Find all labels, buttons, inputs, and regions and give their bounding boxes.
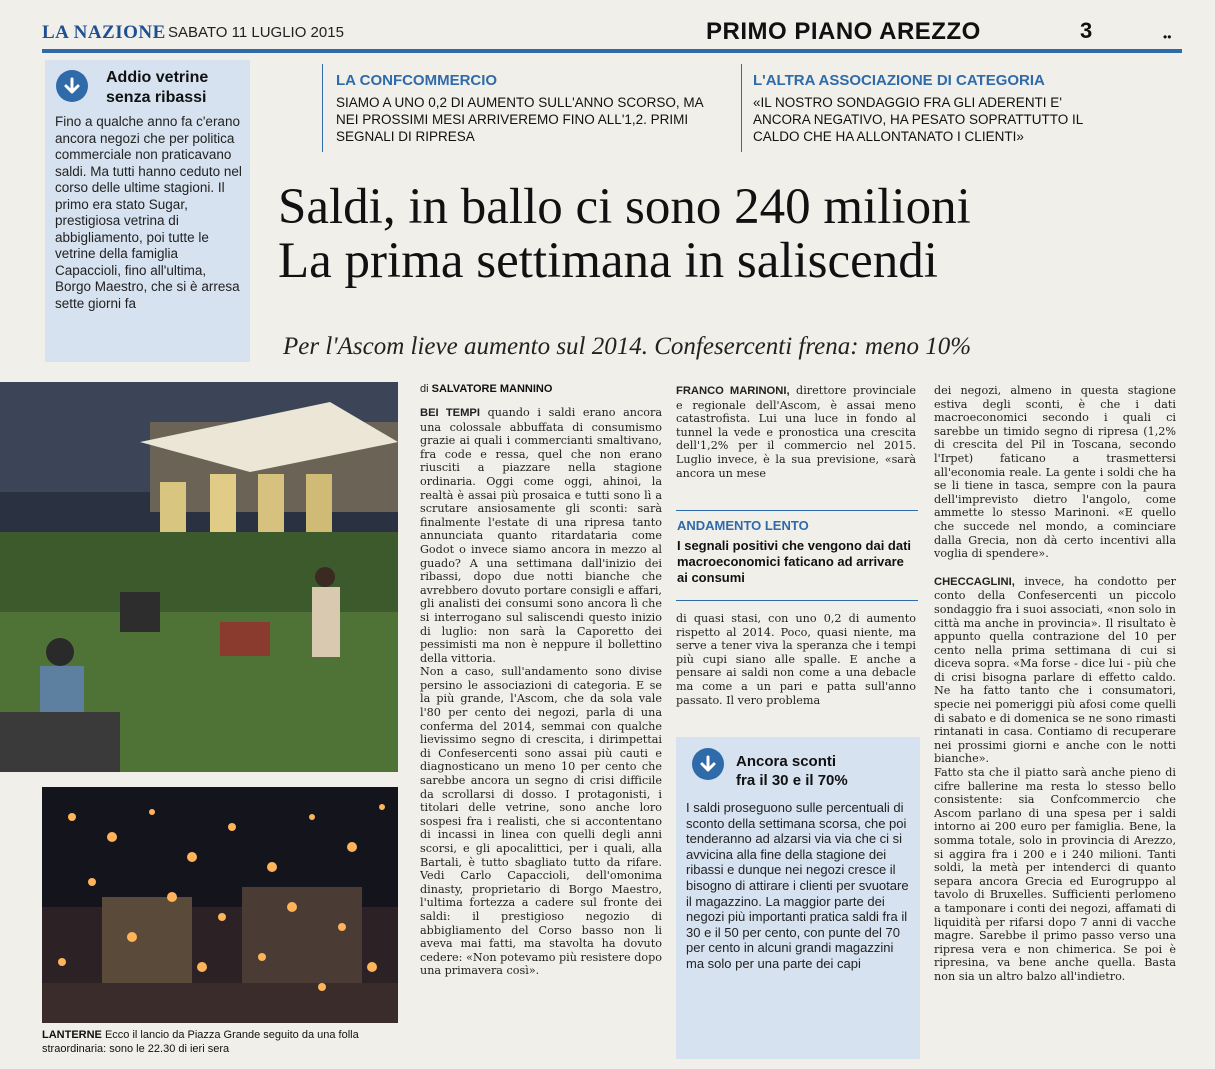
caption-text: Ecco il lancio da Piazza Grande seguito da una folla straordinaria: sono le 22.30 di ieri sera: [42, 1029, 359, 1055]
sidebar-bottom-title: [736, 752, 906, 790]
down-arrow-icon: [56, 70, 88, 102]
byline-author: SALVATORE MANNINO: [431, 383, 553, 395]
byline-prefix: di: [420, 383, 429, 395]
subheadline: Per l'Ascom lieve aumento sul 2014. Confesercenti frena: meno 10%: [283, 333, 972, 360]
col3-text3: Fatto sta che il piatto sarà anche pieno di cifre ballerine ma resta lo stesso bello consistente: sia Confcommercio che Ascom parlano di una spesa per i saldi intorno ai 200 euro per famiglia. Bene, la somma totale, solo in provincia di Arezzo, si aggira fra i 200 e i 240 milioni. Tanti soldi, la metà per intenderci di quanto separa ancora Grecia ed Eurogruppo al tavolo di Bruxelles. Sufficienti perlomeno a tamponare i conti dei negozi, affamati di liquidità per rifarsi dopo 7 anni di vacche magre. Sarebbe il primo passo verso una ripresa vera e non chimerica. Se poi è ripresina, va bene anche quella. Basta non sia un altro balzo all'indietro.: [934, 766, 1176, 983]
quote-altra-text: «IL NOSTRO SONDAGGIO FRA GLI ADERENTI E' ANCORA NEGATIVO, HA PESATO SOPRATTUTTO IL CALDO CHE HA ALLONTANATO I CLIENTI»: [753, 95, 1083, 144]
col3-text: dei negozi, almeno in questa stagione estiva degli sconti, è che i dati macroeconomici secondo i quali ci sarebbe un timido segno di ripresa (1,2% di crescita del Pil in Toscana, secondo l'Irpet) faticano a trasmettersi all'economia reale. La gente i soldi che ha se li tiene in tasca, sempre con la paura dell'imprevisto dietro l'angolo, come ammette lo stesso Marinoni. «E quello che succede nel mondo, a cominciare dalla Grecia, non dà certo incentivi alla voglia di spendere».: [934, 384, 1176, 561]
col3-para2: [934, 575, 1176, 766]
top-rule: [42, 49, 1182, 53]
sidebar-bottom-text: I saldi proseguono sulle percentuali di sconto della settimana scorsa, che poi tenderanno ad alzarsi via via che ci si avvicina alla fine della stagione dei ribassi e dunque nei negozi cresce il bisogno di attirare i clienti per svuotare il magazzino. La maggior parte dei negozi più importanti pratica saldi fra il 30 e il 50 per cento, con punte del 70 per cento in alcuni grandi magazzini ma solo per una parte dei capi: [686, 800, 909, 971]
band-text: I segnali positivi che vengono dai dati macroeconomici faticano ad arrivare ai consumi: [677, 538, 912, 585]
page-dots: ••: [1163, 30, 1172, 44]
byline: [420, 383, 552, 395]
photo-lanterns: [42, 787, 398, 1023]
col2-lead: FRANCO MARINONI,: [676, 385, 790, 397]
sidebar-title-line1: Addio vetrine: [106, 69, 209, 86]
col3-text2: invece, ha condotto per conto della Confesercenti un piccolo sondaggio fra i suoi associati, «non solo in città ma anche in provincia». Il risultato è appunto quella contrazione del 10 per cento nella prima settimana di cui si diceva sopra. «Ma forse - dice lui - più che di crisi bisogna parlare di effetto caldo. Ne ha fatto tanto che i consumatori, specie nei pomeriggi più afosi come quelli di sabato e di domenica se ne sono rimasti rintanati in casa. Contiamo di recuperare nei prossimi giorni e anche con le notti bianche».: [934, 574, 1176, 766]
down-arrow-icon: [692, 748, 724, 780]
section-title: PRIMO PIANO AREZZO: [706, 18, 981, 45]
issue-date: SABATO 11 LUGLIO 2015: [168, 24, 344, 41]
article-column-2-top: [676, 384, 916, 504]
col1-text: quando i saldi erano ancora una colossale abbuffata di consumismo grazie ai quali i commercianti smaltivano, fra code e ressa, quel che non erano riusciti a piazzare nella stagione ordinaria. Oggi come oggi, ahinoi, la realtà è assai più prosaica e tutti sono lì a scrutare ansiosamente gli sconti: sarà finalmente l'estate di una ripresa tanto annunciata quanto ritardataria come Godot o invece siamo ancora in mezzo al guado? A una settimana dall'inizio dei ribassi, dopo due notti bianche che avrebbero dovuto portare consigli e affari, gli analisti dei consumi sono ancora lì che si interrogano sul saliscendi questo inizio di luglio: non sarà la Caporetto dei pessimisti ma non è neppure il bollettino della vittoria.: [420, 406, 662, 665]
caption-label: LANTERNE: [42, 1029, 102, 1041]
band-heading: ANDAMENTO LENTO: [677, 518, 809, 533]
sidebar-title-line2: senza ribassi: [106, 89, 207, 106]
photo-night-square: [0, 382, 398, 772]
headline-line2: La prima settimana in saliscendi: [278, 233, 938, 289]
sidebar-bottom-title-line2: fra il 30 e il 70%: [736, 772, 848, 789]
headline-line1: Saldi, in ballo ci sono 240 milioni: [278, 179, 971, 235]
quote-confcommercio-heading: LA CONFCOMMERCIO: [336, 72, 498, 89]
page-number: 3: [1080, 18, 1093, 43]
article-column-2-middle: di quasi stasi, con uno 0,2 di aumento rispetto al 2014. Poco, quasi niente, ma serve a tener viva la speranza che i tempi più cupi siano alle spalle. E anche a pensare ai saldi non come a una debacle ma come a un pari e patta sull'anno passato. Il vero problema: [676, 612, 916, 707]
article-column-1: [420, 406, 662, 1058]
sidebar-title: [106, 68, 246, 108]
band-rule: [676, 600, 918, 601]
col2-text: direttore provinciale e regionale dell'Ascom, è assai meno catastrofista. Lui una luce in fondo al tunnel la vede e pronostica una crescita dell'1,2% per il commercio nel 2015. Luglio invece, è la sua previsione, «sarà ancora un mese: [676, 384, 916, 480]
photo-caption: [42, 1028, 397, 1056]
col3-lead: CHECCAGLINI,: [934, 575, 1015, 588]
headline: [278, 180, 1178, 288]
quote-altra-heading: L'ALTRA ASSOCIAZIONE DI CATEGORIA: [753, 72, 1045, 89]
col1-lead: BEI TEMPI: [420, 407, 481, 419]
col1-text2: Non a caso, sull'andamento sono divise persino le associazioni di categoria. E se la più grande, l'Ascom, che da sola vale l'80 per cento dei negozi, parla di una conferma del 2014, semmai con qualche lievissimo segno di crescita, i dirimpettai di Confesercenti sono assai più cauti e diagnosticano un meno 10 per cento che sarebbe ancora un segno di crisi difficile da scrollarsi di dosso. I protagonisti, i titolari delle vetrine, sono anche loro sospesi fra i realisti, che si accontentano di incassi in linea con quelli degli anni scorsi, e gli apocalittici, per i quali, alla Bartali, è tutto sbagliato tutto da rifare. Vedi Carlo Capaccioli, dell'omonima dinasty, proprietario di Borgo Maestro, l'ultima fortezza a cadere sul fronte dei saldi: il prestigioso negozio di abbigliamento del Corso basso non li aveva mai fatti, ma stavolta ha dovuto cedere: «Non potevamo più resistere dopo una primavera così».: [420, 665, 662, 978]
article-column-3: [934, 384, 1176, 1058]
publication-name: LA NAZIONE: [42, 22, 166, 43]
band-rule: [676, 510, 918, 511]
sidebar-bottom-title-line1: Ancora sconti: [736, 753, 837, 770]
divider-line: [322, 64, 323, 152]
quote-confcommercio-text: SIAMO A UNO 0,2 DI AUMENTO SULL'ANNO SCORSO, MA NEI PROSSIMI MESI ARRIVEREMO FINO ALL'1,2. PRIMI SEGNALI DI RIPRESA: [336, 95, 703, 144]
sidebar-text: Fino a qualche anno fa c'erano ancora negozi che per politica commerciale non praticavano saldi. Ma tutti hanno ceduto nel corso delle ultime stagioni. Il primo era stato Sugar, prestigiosa vetrina di abbigliamento, poi tutte le vetrine della famiglia Capaccioli, fino all'ultima, Borgo Maestro, che si è arresa sette giorni fa: [55, 114, 242, 311]
divider-line: [741, 64, 742, 152]
